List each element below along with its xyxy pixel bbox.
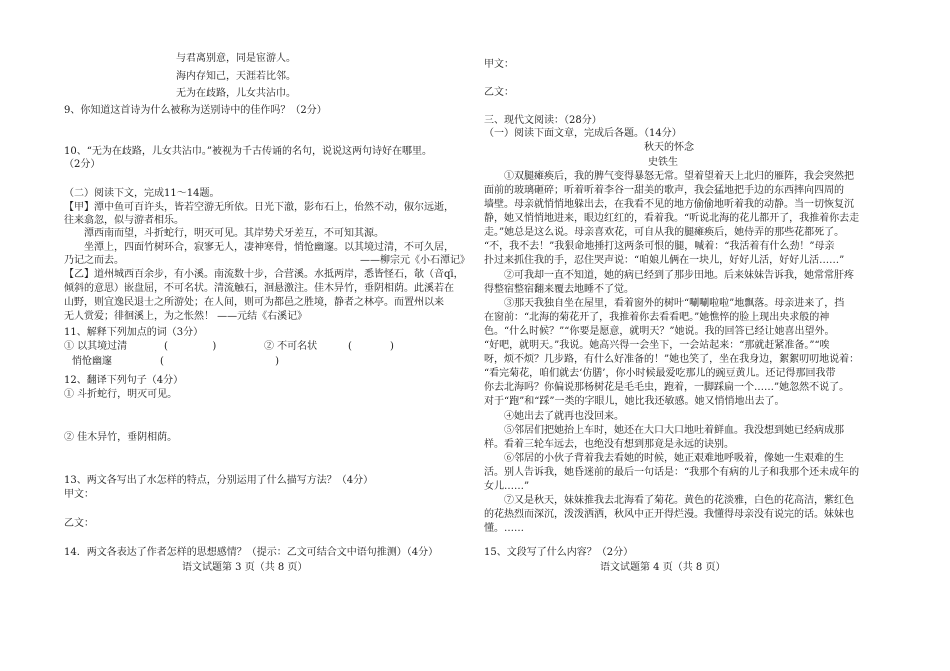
jia-label: 甲文：: [484, 59, 514, 70]
poem-line: 无为在歧路，儿女共沾巾。: [176, 88, 296, 99]
yi-label: 乙文：: [484, 87, 514, 98]
text-yi-line: 【乙】道州城西百余步，有小溪。南流数十步，合营溪。水抵两岸，悉皆怪石，欹（音qī，: [64, 269, 464, 280]
question-10: 10、“无为在歧路，儿女共沾巾。”被视为千古传诵的名句，说说这两句诗好在哪里。: [64, 146, 432, 157]
article-line: “看完菊花，咱们就去‘仿膳’，你小时候最爱吃那儿的豌豆黄儿。还记得那回我带: [484, 368, 836, 379]
article-line: 面前的玻璃砸碎；听着听着李谷一甜美的歌声，我会猛地把手边的东西摔向四周的: [484, 185, 844, 196]
article-line: “好吧，就明天。”我说。她高兴得一会坐下，一会站起来：“那就赶紧准备。”“唉: [484, 340, 830, 351]
article-line: 扑过来抓住我的手，忍住哭声说：“咱娘儿俩在一块儿，好好儿活，好好儿活……”: [484, 255, 845, 266]
text-jia-source: ——柳宗元《小石潭记》: [360, 255, 470, 266]
article-line: 静，她又悄悄地进来，眼边红红的，看着我。“听说北海的花儿都开了，我推着你去走: [484, 213, 860, 224]
text-jia-line: 【甲】潭中鱼可百许头，皆若空游无所依。日光下澈，影布石上，佁然不动，俶尔远逝，: [64, 202, 454, 213]
page-footer: 语文试题第 3 页（共 8 页）: [182, 562, 308, 573]
section-heading: （二）阅读下文，完成11～14题。: [64, 188, 220, 199]
question-12-item: ① 斗折蛇行，明灭可见。: [64, 389, 178, 400]
answer-blank[interactable]: ( ): [160, 356, 280, 367]
section-subheading: （一）阅读下面文章，完成后各题。（14分）: [484, 128, 682, 139]
section-heading: 三、现代文阅读：（28分）: [484, 115, 602, 126]
article-line: “不，我不去！”我狠命地捶打这两条可恨的腿，喊着：“我活着有什么劲！”母亲: [484, 241, 835, 252]
article-line: 得整宿整宿翻来覆去地睡不了觉。: [484, 284, 634, 295]
answer-blank[interactable]: ( ): [348, 341, 394, 352]
question-10-score: （2分）: [64, 159, 101, 170]
question-13: 13、两文各写出了水怎样的特点，分别运用了什么描写方法？（4分）: [64, 475, 374, 486]
question-11-item: ② 不可名状: [264, 341, 318, 352]
question-11-item: 悄怆幽邃: [72, 356, 112, 367]
article-line: 呀，烦不烦？几步路，有什么好准备的！”她也笑了，坐在我身边，絮絮叨叨地说着：: [484, 354, 860, 365]
page-footer: 语文试题第 4 页（共 8 页）: [600, 562, 726, 573]
question-11: 11、解释下列加点的词（3分）: [64, 327, 204, 338]
article-line: 你去北海吗？你偏说那杨树花是毛毛虫，跑着，一脚踩扁一个……”她忽然不说了。: [484, 382, 850, 393]
left-page: [64, 0, 478, 671]
yi-label: 乙文：: [64, 518, 94, 529]
text-yi-line: 山野，则宜逸民退士之所游处；在人间，则可为都邑之胜境，静者之林亭。而置州以来: [64, 297, 444, 308]
article-line: ⑥邻居的小伙子背着我去看她的时候，她正艰难地呼吸着，像她一生艰难的生: [504, 453, 844, 464]
article-line: 懂。……: [484, 523, 524, 534]
article-line: ①双腿瘫痪后，我的脾气变得暴怒无常。望着望着天上北归的雁阵，我会突然把: [504, 171, 854, 182]
article-line: ⑤邻居们把她抬上车时，她还在大口大口地吐着鲜血。我没想到她已经病成那: [504, 425, 844, 436]
article-author: 史铁生: [648, 157, 678, 168]
article-line: ③那天我独自坐在屋里，看着窗外的树叶“唰唰啦啦”地飘落。母亲进来了，挡: [504, 298, 845, 309]
answer-blank[interactable]: ( ): [164, 341, 217, 352]
poem-line: 海内存知己，天涯若比邻。: [176, 71, 296, 82]
text-jia-line: 坐潭上，四面竹树环合，寂寥无人，凄神寒骨，悄怆幽邃。以其境过清，不可久居，: [84, 242, 454, 253]
poem-line: 与君离别意，同是宦游人。: [176, 53, 296, 64]
text-yi-line: 无人赏爱；徘徊溪上，为之怅然！ ——元结《右溪记》: [64, 311, 308, 322]
article-line: 活。别人告诉我，她昏迷前的最后一句话是：“我那个有病的儿子和我那个还未成年的: [484, 467, 860, 478]
jia-label: 甲文：: [64, 489, 94, 500]
question-11-item: ① 以其境过清: [64, 341, 128, 352]
question-14: 14．两文各表达了作者怎样的思想感情？（提示：乙文可结合文中语句推测）（4分）: [64, 547, 439, 558]
text-jia-line: 潭西南而望，斗折蛇行，明灭可见。其岸势犬牙差互，不可知其源。: [84, 228, 384, 239]
article-line: ②可我却一直不知道，她的病已经到了那步田地。后来妹妹告诉我，她常常肝疼: [504, 270, 854, 281]
text-jia-line: 乃记之而去。: [64, 255, 124, 266]
question-12: 12、翻译下列句子（4分）: [64, 375, 184, 386]
text-yi-line: 倾斜的意思）嵌盘屈，不可名状。清流触石，洄悬激注。佳木异竹，垂阴相荫。此溪若在: [64, 283, 454, 294]
article-line: 色。“什么时候？”“你要是愿意，就明天？”她说。我的回答已经让她喜出望外。: [484, 326, 835, 337]
article-line: 墙壁。母亲就悄悄地躲出去，在我看不见的地方偷偷地听着我的动静。当一切恢复沉: [484, 199, 854, 210]
article-line: 走。”她总是这么说。母亲喜欢花，可自从我的腿瘫痪后，她侍弄的那些花都死了。: [484, 227, 845, 238]
article-line: ④她出去了就再也没回来。: [504, 411, 624, 422]
right-page: [484, 0, 904, 671]
article-line: 对于“跑”和“踩”一类的字眼儿，她比我还敏感。她又悄悄地出去了。: [484, 396, 785, 407]
question-9: 9、你知道这首诗为什么被称为送别诗中的佳作吗？（2分）: [64, 105, 327, 116]
question-12-item: ② 佳木异竹，垂阴相荫。: [64, 432, 178, 443]
article-line: 的花热烈而深沉，泼泼洒洒，秋风中正开得烂漫。我懂得母亲没有说完的话。妹妹也: [484, 509, 854, 520]
article-line: 女儿……”: [484, 481, 530, 492]
article-line: ⑦又是秋天，妹妹推我去北海看了菊花。黄色的花淡雅，白色的花高洁，紫红色: [504, 495, 854, 506]
question-15: 15、文段写了什么内容？（2分）: [484, 547, 634, 558]
article-title: 秋天的怀念: [644, 142, 694, 153]
text-jia-line: 往来翕忽，似与游者相乐。: [64, 215, 184, 226]
article-line: 样。看着三轮车远去，也绝没有想到那竟是永远的诀别。: [484, 439, 734, 450]
article-line: 在窗前：“北海的菊花开了，我推着你去看看吧。”她憔悴的脸上现出央求般的神: [484, 312, 830, 323]
